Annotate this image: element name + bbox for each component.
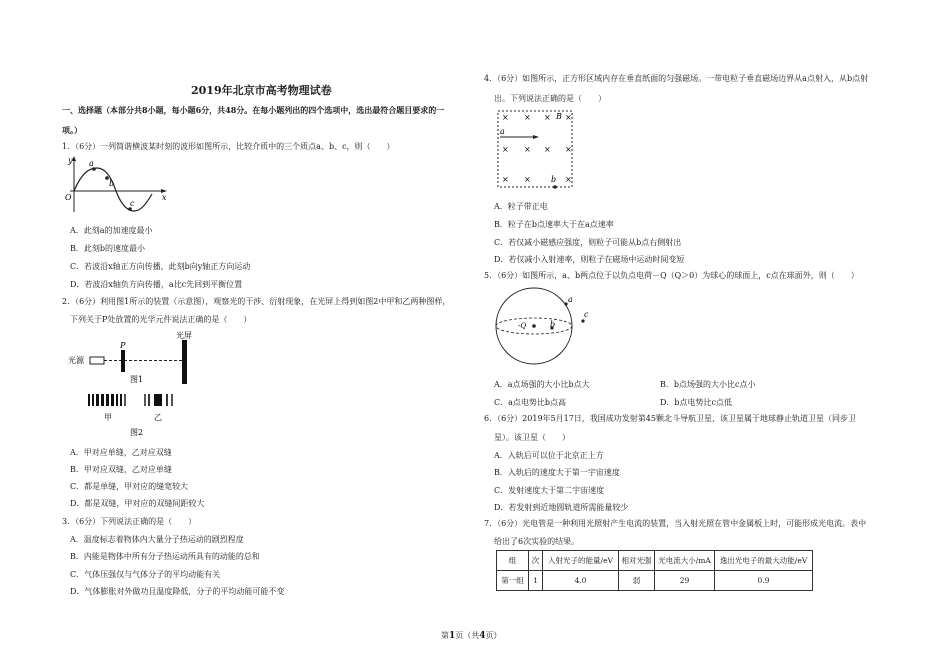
q7-stem-line2: 给出了6次实验的结果。 (494, 537, 580, 546)
q1-label-c: c (130, 199, 135, 208)
q1-label-o: O (65, 193, 72, 202)
q2-label-source: 光源 (68, 356, 84, 365)
section-heading-line1: 一、选择题（本部分共8小题，每小题6分，共48分。在每小题列出的四个选项中，选出最符合题目要求的一 (62, 105, 445, 115)
q4-option-a: A．粒子带正电 (494, 202, 548, 211)
q4-stem-line1: 4．（6分）如图所示，正方形区域内存在垂直纸面的匀强磁场。一带电粒子垂直磁场边界从a点射入，从b点射 (484, 74, 869, 83)
q3-option-c: C．气体压强仅与气体分子的平均动能有关 (70, 570, 221, 579)
footer-page-number: 1 (449, 631, 456, 641)
table-cell: 1 (529, 571, 543, 591)
q1-label-b: b (109, 179, 115, 188)
q4-label-B: B (556, 112, 562, 121)
q4-option-b: B．粒子在b点速率大于在a点速率 (494, 220, 614, 229)
q6-option-a: A．入轨后可以位于北京正上方 (494, 451, 604, 460)
q5-stem: 5．（6分）如图所示，a、b两点位于以负点电荷－Q（Q＞0）为球心的球面上，c点在球面外，则（ ） (484, 271, 859, 280)
q2-label-fig2: 图2 (130, 428, 144, 437)
q4-cross-11: × (565, 175, 572, 184)
q2-pattern-jia (88, 394, 126, 406)
q1-option-d: D．若波沿x轴负方向传播，a比c先回到平衡位置 (70, 280, 243, 289)
q6-stem-line2: 星）。该卫星（ ） (494, 433, 570, 442)
table-cell: 4.0 (543, 571, 619, 591)
q4-field-boundary (498, 111, 572, 187)
q4-field-figure (494, 108, 576, 192)
q4-label-a: a (500, 127, 505, 136)
q2-stem-line1: 2．（6分）利用图1所示的装置（示意图），观察光的干涉、衍射现象，在光屏上得到如图2中甲和乙两种图样， (62, 297, 451, 306)
q5-option-a: A．a点场强的大小比b点大 (494, 380, 590, 389)
q2-stem-line2: 下列关于P处放置的光学元件说法正确的是（ ） (70, 315, 252, 324)
q4-cross-2: × (524, 113, 531, 122)
footer-prefix: 第 (441, 631, 449, 640)
q5-label-q: -Q (518, 322, 527, 330)
q4-cross-6: × (524, 145, 531, 154)
page-footer (441, 630, 502, 641)
q1-option-a: A．此刻a的加速度最小 (70, 226, 153, 235)
table-cell: 0.9 (715, 571, 813, 591)
q3-stem: 3．（6分）下列说法正确的是（ ） (62, 517, 197, 526)
q2-screen (182, 340, 187, 384)
q5-center-charge (532, 324, 536, 328)
q2-option-d: D．都是双缝，甲对应的双缝间距较大 (70, 499, 205, 508)
q4-cross-10: × (524, 175, 531, 184)
q5-label-b: b (550, 320, 556, 329)
footer-suffix: 页） (485, 631, 502, 640)
q2-option-c: C．都是单缝，甲对应的缝宽较大 (70, 482, 189, 491)
q4-cross-8: × (565, 145, 572, 154)
q1-stem: 1．（6分）一列简谐横波某时刻的波形如图所示，比较介质中的三个质点a、b、c，则（ ） (62, 142, 395, 151)
q2-element-p (121, 350, 125, 372)
table-cell: 29 (655, 571, 715, 591)
q5-label-c: c (584, 310, 589, 319)
q6-stem-line1: 6．（6分）2019年5月17日，我国成功发射第45颗北斗导航卫星，该卫星属于地球静止轨道卫星（同步卫 (484, 414, 856, 423)
q2-label-p: P (120, 341, 126, 350)
q4-stem-line2: 出。下列说法正确的是（ ） (494, 94, 606, 103)
table-header-cell: 入射光子的能量/eV (543, 551, 619, 571)
q4-cross-1: × (502, 113, 509, 122)
q1-option-c: C．若波沿x轴正方向传播，此刻b向y轴正方向运动 (70, 262, 251, 271)
q2-label-yi: 乙 (154, 413, 162, 422)
table-header-cell: 次 (529, 551, 543, 571)
table-header-cell: 光电流大小/mA (655, 551, 715, 571)
footer-middle: 页（共 (455, 631, 480, 640)
q2-option-b: B．甲对应双缝，乙对应单缝 (70, 465, 172, 474)
q4-cross-7: × (544, 145, 551, 154)
q1-label-x: x (162, 193, 167, 202)
q1-wave-figure (64, 154, 174, 216)
q5-option-d: D．b点电势比c点低 (660, 398, 733, 407)
q1-label-y: y (68, 156, 73, 165)
q2-label-jia: 甲 (104, 413, 112, 422)
q1-option-b: B．此刻b的速度最小 (70, 244, 145, 253)
q4-point-b (553, 185, 557, 189)
table-cell: 弱 (619, 571, 655, 591)
q6-option-c: C．发射速度大于第二宇宙速度 (494, 486, 605, 495)
q7-stem-line1: 7．（6分）光电管是一种利用光照射产生电流的装置，当入射光照在管中金属板上时，可能形成光电流。表中 (484, 519, 867, 528)
q2-light-source (90, 357, 104, 364)
table-header-cell: 逸出光电子的最大动能/eV (715, 551, 813, 571)
q2-setup-figure (66, 328, 216, 438)
section-heading-line2: 项。） (62, 125, 82, 135)
q5-label-a: a (568, 295, 573, 304)
q5-sphere-figure (492, 284, 592, 370)
footer-total-pages: 4 (479, 631, 486, 641)
table-header-row (497, 551, 813, 571)
q4-option-c: C．若仅减小磁感应强度，则粒子可能从b点右侧射出 (494, 238, 682, 247)
q4-cross-4: × (565, 113, 572, 122)
q5-option-b: B．b点场强的大小比c点小 (660, 380, 756, 389)
q1-label-a: a (89, 159, 94, 168)
table-row (497, 571, 813, 591)
q2-option-a: A．甲对应单缝，乙对应双缝 (70, 448, 172, 457)
q5-option-c: C．a点电势比b点高 (494, 398, 567, 407)
q3-option-d: D．气体膨胀对外做功且温度降低，分子的平均动能可能不变 (70, 587, 285, 596)
q1-y-arrow (72, 156, 76, 161)
q4-option-d: D．若仅减小入射速率，则粒子在磁场中运动时间变短 (494, 255, 685, 264)
q4-label-b: b (551, 175, 557, 184)
q2-pattern-yi (144, 394, 173, 406)
page-title: 2019年北京市高考物理试卷 (191, 84, 332, 97)
q7-results-table (496, 550, 813, 591)
q4-arrow-head (533, 135, 539, 139)
table-header-cell: 相对光强 (619, 551, 655, 571)
q2-label-screen: 光屏 (176, 331, 192, 340)
table-cell: 第一组 (497, 571, 529, 591)
q6-option-b: B．入轨后的速度大于第一宇宙速度 (494, 468, 620, 477)
q4-cross-5: × (502, 145, 509, 154)
q6-option-d: D．若发射到近地圆轨道所需能量较少 (494, 503, 629, 512)
q2-label-fig1: 图1 (130, 375, 144, 384)
q4-cross-9: × (502, 175, 509, 184)
table-header-cell: 组 (497, 551, 529, 571)
q3-option-a: A．温度标志着物体内大量分子热运动的剧烈程度 (70, 535, 244, 544)
q1-wave-curve (74, 168, 152, 211)
q3-option-b: B．内能是物体中所有分子热运动所具有的动能的总和 (70, 552, 260, 561)
q5-point-c (581, 319, 584, 322)
q4-cross-3: × (544, 113, 551, 122)
